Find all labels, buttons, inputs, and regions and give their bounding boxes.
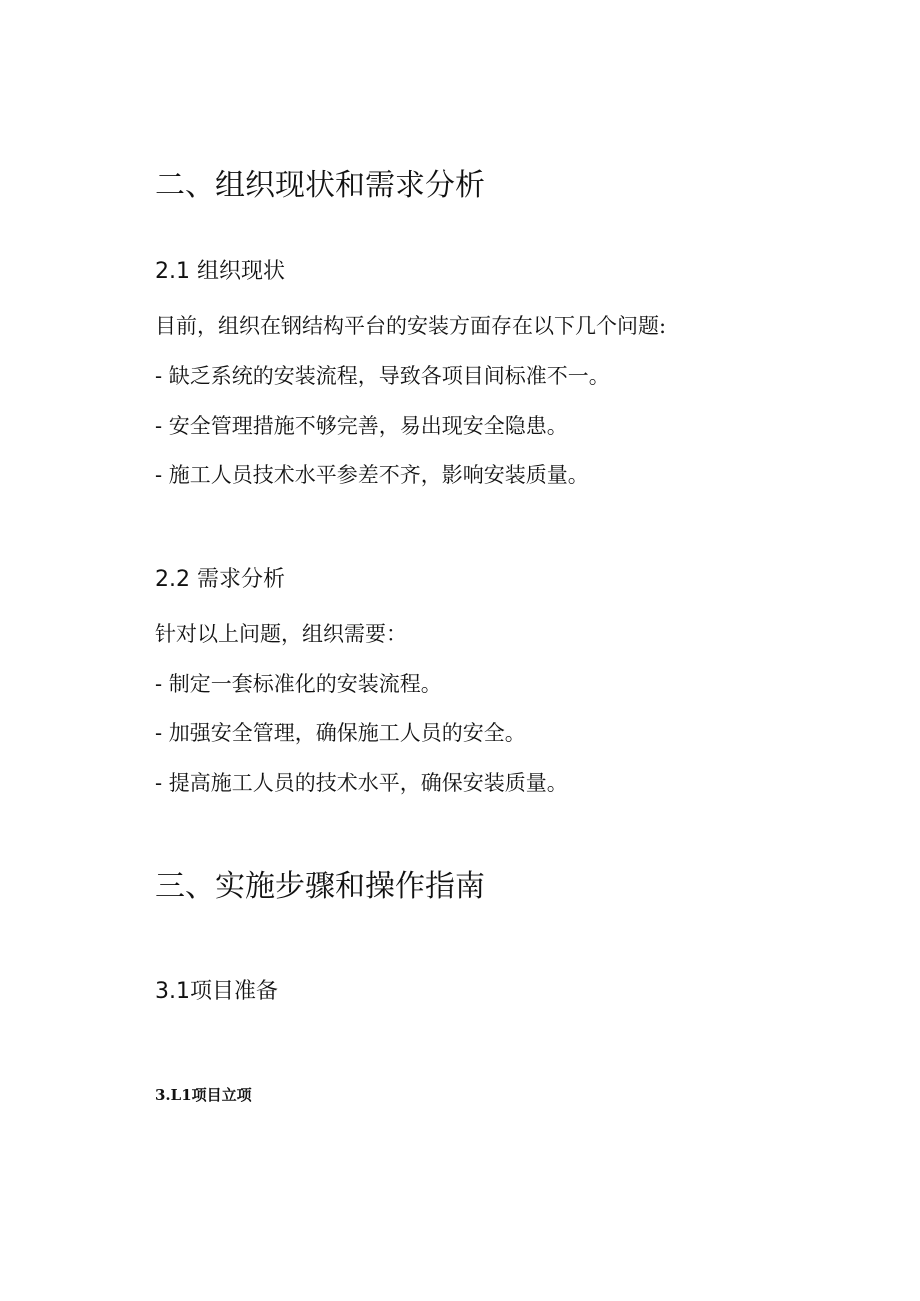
list-item: - 加强安全管理，确保施工人员的安全。 [155,721,526,745]
list-item: - 提高施工人员的技术水平，确保安装质量。 [155,771,568,795]
list-item: - 缺乏系统的安装流程，导致各项目间标准不一。 [155,364,610,388]
list-item: - 制定一套标准化的安装流程。 [155,672,442,696]
section-2-1-intro: 目前，组织在钢结构平台的安装方面存在以下几个问题: [155,314,667,338]
list-item: - 安全管理措施不够完善，易出现安全隐患。 [155,414,568,438]
section-3-heading: 三、实施步骤和操作指南 [155,869,485,904]
section-2-1-heading: 2.1 组织现状 [155,259,285,284]
section-2-heading: 二、组织现状和需求分析 [155,168,485,203]
section-3-1-heading: 3.1项目准备 [155,979,278,1004]
list-item: - 施工人员技术水平参差不齐，影响安装质量。 [155,463,589,487]
section-2-2-intro: 针对以上问题，组织需要： [155,622,407,646]
section-3-1-1-heading: 3.L1项目立项 [155,1086,252,1104]
section-2-2-heading: 2.2 需求分析 [155,567,285,592]
